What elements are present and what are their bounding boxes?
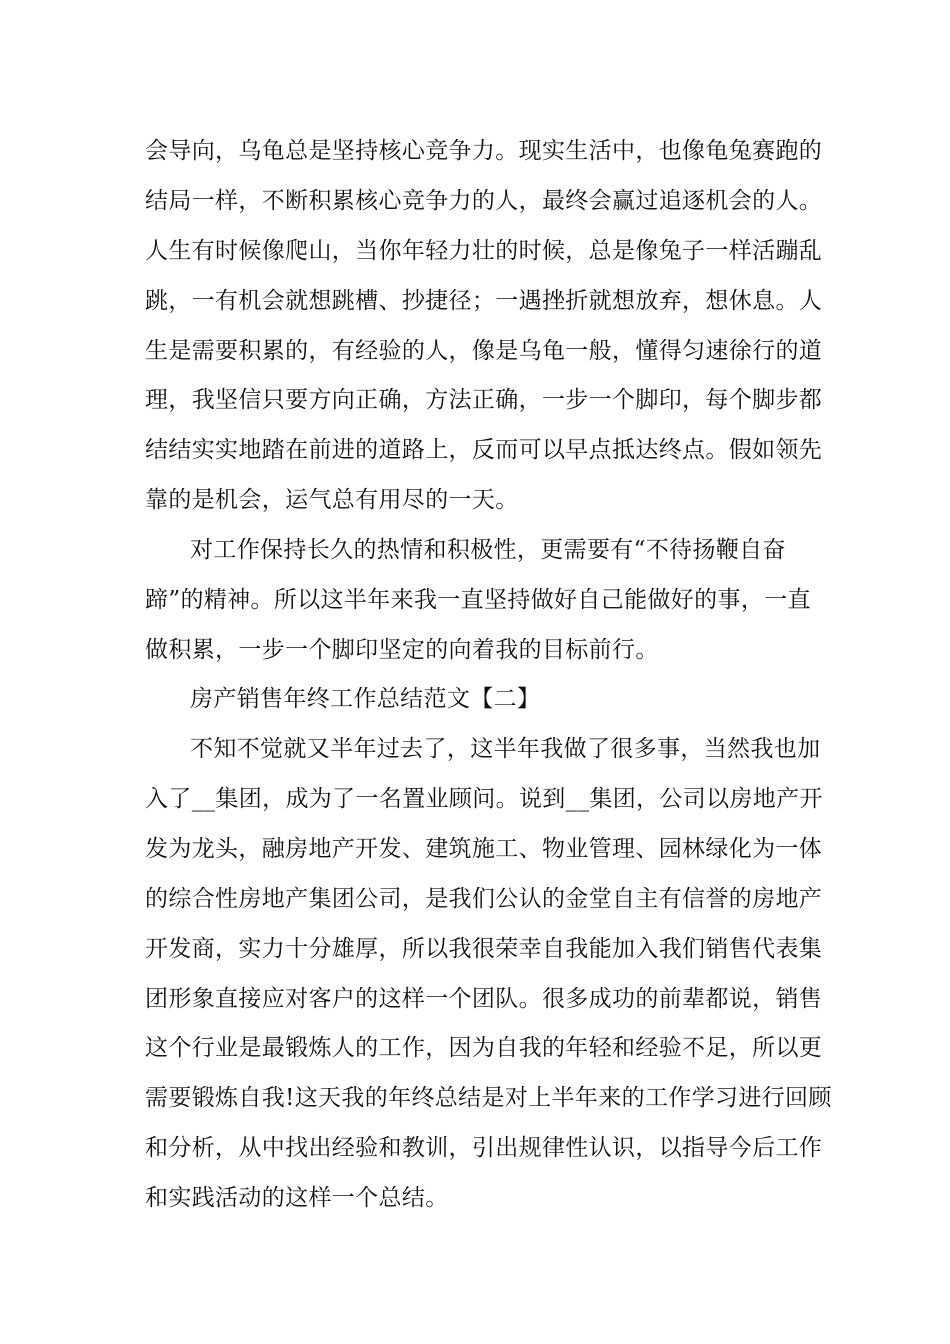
paragraph-line: 靠的是机会，运气总有用尽的一天。 [145, 487, 519, 513]
paragraph-line: 跳，一有机会就想跳槽、抄捷径；一遇挫折就想放弃，想休息。人 [145, 288, 823, 314]
paragraph-line: 结局一样，不断积累核心竞争力的人，最终会赢过追逐机会的人。 [145, 188, 823, 214]
paragraph-line: 这个行业是最锻炼人的工作，因为自我的年轻和经验不足，所以更 [145, 1035, 823, 1061]
paragraph-line: 和分析，从中找出经验和教训，引出规律性认识，以指导今后工作 [145, 1135, 823, 1161]
paragraph-line: 发为龙头，融房地产开发、建筑施工、物业管理、园林绿化为一体 [145, 836, 823, 862]
paragraph-line: 和实践活动的这样一个总结。 [145, 1185, 449, 1211]
paragraph-line: 需要锻炼自我!这天我的年终总结是对上半年来的工作学习进行回顾 [145, 1085, 832, 1111]
paragraph-line: 会导向，乌龟总是坚持核心竞争力。现实生活中，也像龟兔赛跑的 [145, 138, 823, 164]
paragraph-line: 入了__集团，成为了一名置业顾问。说到__集团，公司以房地产开 [145, 786, 823, 812]
section-heading: 房产销售年终工作总结范文【二】 [190, 686, 541, 712]
paragraph-line: 做积累，一步一个脚印坚定的向着我的目标前行。 [145, 637, 659, 663]
paragraph-line: 开发商，实力十分雄厚，所以我很荣幸自我能加入我们销售代表集 [145, 936, 823, 962]
paragraph-line: 人生有时候像爬山，当你年轻力壮的时候，总是像兔子一样活蹦乱 [145, 238, 823, 264]
paragraph-line: 不知不觉就又半年过去了，这半年我做了很多事，当然我也加 [190, 736, 821, 762]
paragraph-line: 理，我坚信只要方向正确，方法正确，一步一个脚印，每个脚步都 [145, 387, 823, 413]
paragraph-line: 团形象直接应对客户的这样一个团队。很多成功的前辈都说，销售 [145, 986, 823, 1012]
paragraph-line: 对工作保持长久的热情和积极性，更需要有“不待扬鞭自奋 [190, 537, 786, 563]
paragraph-line: 的综合性房地产集团公司，是我们公认的金堂自主有信誉的房地产 [145, 886, 823, 912]
paragraph-line: 生是需要积累的，有经验的人，像是乌龟一般，懂得匀速徐行的道 [145, 338, 823, 364]
paragraph-line: 蹄”的精神。所以这半年来我一直坚持做好自己能做好的事，一直 [145, 587, 811, 613]
paragraph-line: 结结实实地踏在前进的道路上，反而可以早点抵达终点。假如领先 [145, 437, 823, 463]
